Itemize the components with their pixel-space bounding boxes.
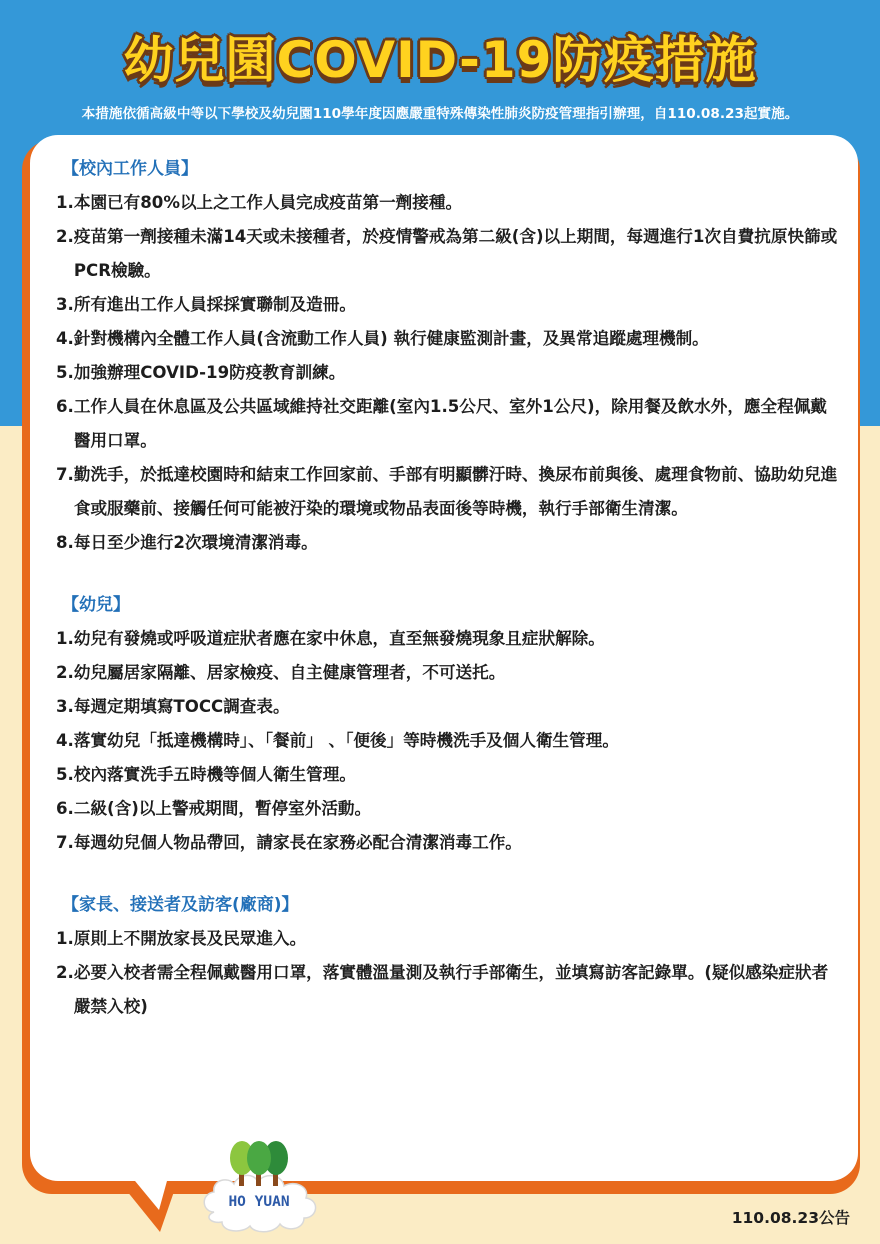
item-text: 必要入校者需全程佩戴醫用口罩，落實體溫量測及執行手部衛生，並填寫訪客記錄單。(疑似感染症狀者嚴禁入校) bbox=[73, 963, 829, 1016]
list-item bbox=[56, 690, 842, 724]
item-number: 5. bbox=[56, 363, 74, 382]
section-staff bbox=[56, 152, 842, 560]
logo-text: HO YUAN bbox=[228, 1194, 290, 1210]
item-number: 1. bbox=[56, 193, 74, 212]
page-subtitle: 本措施依循高級中等以下學校及幼兒園110學年度因應嚴重特殊傳染性肺炎防疫管理指引辦理，自110.08.23起實施。 bbox=[81, 106, 799, 122]
tree-cloud-icon bbox=[196, 1136, 322, 1238]
page-title: 幼兒園COVID-19防疫措施 bbox=[123, 31, 757, 89]
list-item bbox=[56, 186, 842, 220]
announcement-date: 110.08.23公告 bbox=[731, 1209, 850, 1227]
item-text: 工作人員在休息區及公共區域維持社交距離(室內1.5公尺、室外1公尺)，除用餐及飲水外，應全程佩戴醫用口罩。 bbox=[73, 397, 827, 450]
list-item bbox=[56, 758, 842, 792]
section-heading: 【家長、接送者及訪客(廠商)】 bbox=[62, 895, 299, 915]
list-item bbox=[56, 792, 842, 826]
section-children bbox=[56, 588, 842, 860]
item-text: 幼兒有發燒或呼吸道症狀者應在家中休息，直至無發燒現象且症狀解除。 bbox=[73, 629, 605, 648]
item-text: 幼兒屬居家隔離、居家檢疫、自主健康管理者，不可送托。 bbox=[73, 663, 506, 682]
item-text: 本園已有80%以上之工作人員完成疫苗第一劑接種。 bbox=[73, 193, 463, 212]
item-number: 4. bbox=[56, 329, 74, 348]
list-item bbox=[56, 526, 842, 560]
content-area bbox=[56, 152, 842, 1024]
item-text: 落實幼兒「抵達機構時」、「餐前」 、「便後」等時機洗手及個人衛生管理。 bbox=[73, 731, 619, 750]
item-number: 2. bbox=[56, 963, 74, 982]
list-item bbox=[56, 220, 842, 288]
item-text: 加強辦理COVID-19防疫教育訓練。 bbox=[73, 363, 346, 382]
item-number: 4. bbox=[56, 731, 74, 750]
list-item bbox=[56, 288, 842, 322]
list-item bbox=[56, 622, 842, 656]
item-number: 3. bbox=[56, 697, 74, 716]
item-text: 針對機構內全體工作人員(含流動工作人員) 執行健康監測計畫，及異常追蹤處理機制。 bbox=[73, 329, 709, 348]
section-heading: 【校內工作人員】 bbox=[62, 159, 198, 179]
item-text: 每日至少進行2次環境清潔消毒。 bbox=[73, 533, 318, 552]
section-parents-visitors bbox=[56, 888, 842, 1024]
item-number: 2. bbox=[56, 663, 74, 682]
list-item bbox=[56, 922, 842, 956]
list-item bbox=[56, 390, 842, 458]
list-item bbox=[56, 458, 842, 526]
item-number: 5. bbox=[56, 765, 74, 784]
item-text: 所有進出工作人員採採實聯制及造冊。 bbox=[73, 295, 356, 314]
item-text: 二級(含)以上警戒期間，暫停室外活動。 bbox=[73, 799, 372, 818]
item-number: 6. bbox=[56, 799, 74, 818]
item-number: 3. bbox=[56, 295, 74, 314]
list-item bbox=[56, 656, 842, 690]
list-item bbox=[56, 826, 842, 860]
item-number: 8. bbox=[56, 533, 74, 552]
item-text: 每週幼兒個人物品帶回，請家長在家務必配合清潔消毒工作。 bbox=[73, 833, 522, 852]
item-number: 7. bbox=[56, 465, 74, 484]
item-number: 1. bbox=[56, 629, 74, 648]
section-heading: 【幼兒】 bbox=[62, 595, 130, 615]
item-text: 原則上不開放家長及民眾進入。 bbox=[73, 929, 307, 948]
item-text: 勤洗手，於抵達校園時和結束工作回家前、手部有明顯髒汙時、換尿布前與後、處理食物前、協助幼兒進食或服藥前、接觸任何可能被汙染的環境或物品表面後等時機，執行手部衛生清潔。 bbox=[73, 465, 838, 518]
item-number: 2. bbox=[56, 227, 74, 246]
list-item bbox=[56, 956, 842, 1024]
item-number: 1. bbox=[56, 929, 74, 948]
item-text: 疫苗第一劑接種未滿14天或未接種者，於疫情警戒為第二級(含)以上期間，每週進行1次自費抗原快篩或PCR檢驗。 bbox=[73, 227, 838, 280]
list-item bbox=[56, 724, 842, 758]
list-item bbox=[56, 322, 842, 356]
item-text: 校內落實洗手五時機等個人衛生管理。 bbox=[73, 765, 356, 784]
item-text: 每週定期填寫TOCC調查表。 bbox=[73, 697, 290, 716]
item-number: 7. bbox=[56, 833, 74, 852]
item-number: 6. bbox=[56, 397, 74, 416]
list-item bbox=[56, 356, 842, 390]
kindergarten-logo bbox=[196, 1136, 322, 1238]
